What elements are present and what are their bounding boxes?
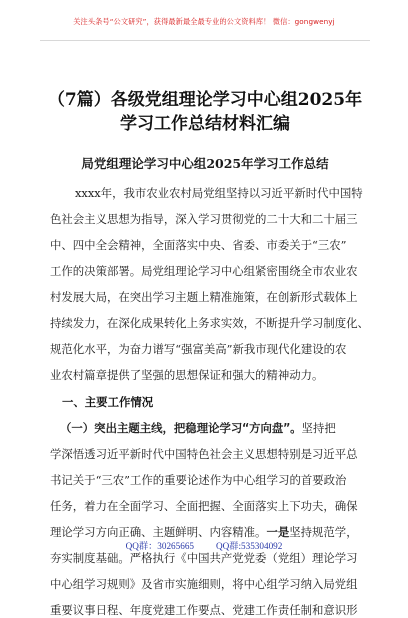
header-divider — [40, 40, 370, 41]
document-subtitle: 局党组理论学习中心组2025年学习工作总结 — [81, 156, 329, 171]
paragraph-line: 色社会主义思想为指导，深入学习贯彻党的二十大和二十届三 — [50, 212, 358, 226]
bold-marker: 一是 — [266, 525, 290, 539]
paragraph-line: 持续发力，在深化成果转化上务求实效，不断提升学习制度化、 — [50, 316, 369, 330]
subsection-heading: （一）突出主题主线，把稳理论学习“方向盘”。 — [60, 421, 302, 435]
paragraph-line: 学深悟透习近平新时代中国特色社会主义思想特别是习近平总 — [50, 447, 358, 461]
paragraph-line: 中心组学习规则》及省市实施细则，将中心组学习纳入局党组 — [50, 577, 358, 591]
paragraph-text: 坚持规范学， — [289, 525, 358, 539]
paragraph-line: 规范化水平，为奋力谱写“强富美高”新我市现代化建设的农 — [50, 342, 347, 356]
paragraph-line — [60, 420, 376, 436]
section-heading: 一、主要工作情况 — [62, 395, 154, 409]
document-title-line-2: 学习工作总结材料汇编 — [120, 114, 290, 134]
footer — [0, 538, 408, 552]
paragraph-line: 业农村篇章提供了坚强的思想保证和强大的精神动力。 — [50, 368, 324, 382]
paragraph-text: 理论学习方向正确、主题鲜明、内容精准。 — [50, 525, 267, 539]
paragraph-line: 工作的决策部署。局党组理论学习中心组紧密围绕全市农业农 — [50, 264, 358, 278]
paragraph-line: 书记关于“三农”工作的重要论述作为中心组学习的首要政治 — [50, 473, 347, 487]
paragraph-line: 夯实制度基础。严格执行《中国共产党党委（党组）理论学习 — [50, 551, 358, 565]
document-title-line-1: （7篇）各级党组理论学习中心组2025年 — [47, 90, 363, 110]
paragraph-line: 中、四中全会精神，全面落实中央、省委、市委关于“三农” — [50, 238, 347, 252]
paragraph-line: 村发展大局，在突出学习主题上精准施策，在创新形式载体上 — [50, 290, 358, 304]
paragraph-text: 坚持把 — [301, 421, 336, 435]
header-banner: 关注头条号“公文研究”，获得最新最全最专业的公文资料库！ 微信：gongwenyj — [73, 17, 335, 26]
qq-group-1: QQ群：30265665 — [125, 541, 195, 551]
paragraph-line: 重要议事日程、年度党建工作要点、党建工作责任制和意识形 — [50, 603, 358, 617]
paragraph-line: xxxx年，我市农业农村局党组坚持以习近平新时代中国特 — [75, 186, 363, 200]
paragraph-line: 任务，着力在全面学习、全面把握、全面落实上下功夫，确保 — [50, 499, 358, 513]
qq-group-2: QQ群:535304092 — [216, 541, 283, 551]
